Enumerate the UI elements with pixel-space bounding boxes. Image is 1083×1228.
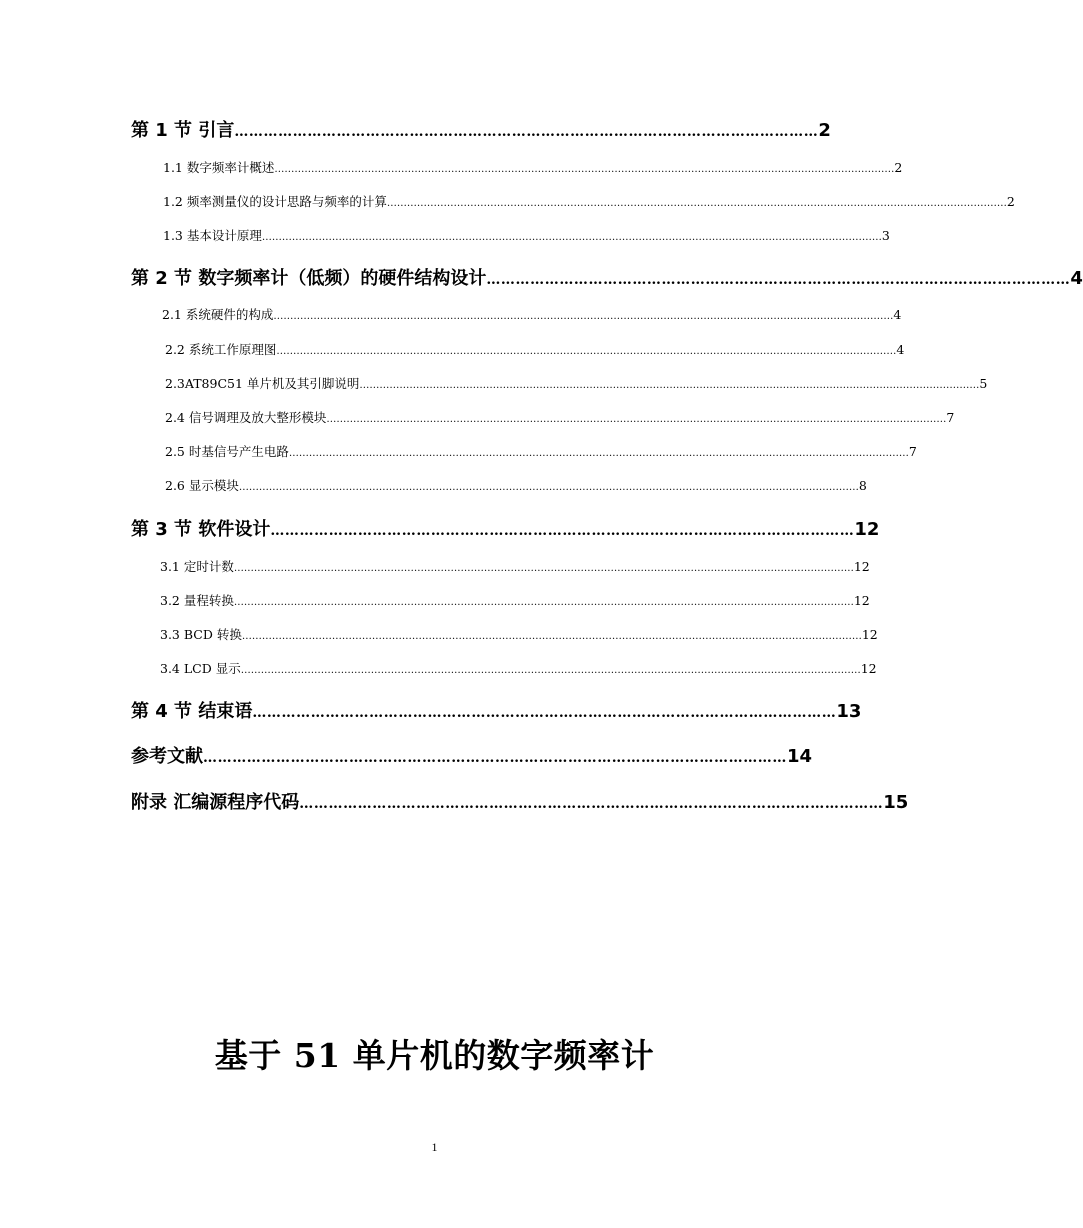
toc-entry-page: 12 (854, 519, 880, 540)
toc-leader-dots: …………………………………………………………………………………………………………………………………………………………………… (241, 631, 862, 642)
toc-entry-1-1 (163, 158, 903, 176)
toc-entry-page: 7 (908, 444, 917, 459)
toc-entry-2-1 (162, 305, 902, 323)
toc-leader-dots: ………………………………………………………………………………………………………… (299, 796, 884, 812)
toc-entry-chapter-3 (131, 515, 880, 541)
toc-leader-dots: …………………………………………………………………………………………………………………………………………………………………… (261, 232, 882, 243)
toc-leader-dots: ………………………………………………………………………………………………………… (234, 124, 819, 140)
toc-entry-3-1 (160, 557, 870, 575)
toc-entry-chapter-2 (131, 264, 1083, 290)
toc-entry-page: 2 (894, 160, 903, 175)
toc-leader-dots: …………………………………………………………………………………………………………………………………………………………………… (359, 380, 980, 391)
toc-entry-references (131, 742, 813, 768)
toc-entry-2-3 (165, 374, 988, 392)
toc-leader-dots: …………………………………………………………………………………………………………………………………………………………………… (288, 448, 909, 459)
toc-leader-dots: …………………………………………………………………………………………………………………………………………………………………… (276, 346, 897, 357)
toc-leader-dots: ………………………………………………………………………………………………………… (203, 750, 787, 766)
toc-entry-title: 3.3 BCD 转换 (160, 627, 242, 642)
toc-entry-2-4 (165, 408, 955, 426)
toc-entry-3-3 (160, 625, 878, 643)
toc-entry-page: 12 (853, 593, 870, 608)
toc-leader-dots: ………………………………………………………………………………………………………… (270, 523, 855, 539)
toc-leader-dots: …………………………………………………………………………………………………………………………………………………………………… (233, 563, 854, 574)
toc-entry-page: 15 (883, 792, 909, 813)
toc-entry-title: 第 1 节 引言 (131, 120, 235, 141)
toc-leader-dots: ………………………………………………………………………………………………………… (252, 705, 837, 721)
toc-entry-page: 3 (881, 228, 890, 243)
toc-entry-page: 14 (787, 746, 813, 767)
toc-entry-title: 2.1 系统硬件的构成 (162, 307, 274, 322)
toc-entry-title: 2.6 显示模块 (165, 478, 239, 493)
toc-entry-page: 7 (946, 410, 955, 425)
toc-entry-chapter-4 (131, 697, 862, 723)
toc-entry-chapter-1 (131, 116, 831, 142)
toc-entry-title: 2.2 系统工作原理图 (165, 342, 277, 357)
toc-entry-title: 参考文献 (131, 746, 203, 767)
toc-entry-title: 3.1 定时计数 (160, 559, 234, 574)
toc-entry-page: 2 (1006, 194, 1015, 209)
toc-entry-title: 附录 汇编源程序代码 (131, 792, 300, 813)
toc-entry-3-2 (160, 591, 870, 609)
toc-leader-dots: …………………………………………………………………………………………………………………………………………………………………… (233, 597, 854, 608)
toc-leader-dots: ………………………………………………………………………………………………………… (486, 272, 1071, 288)
toc-entry-2-5 (165, 442, 917, 460)
toc-leader-dots: …………………………………………………………………………………………………………………………………………………………………… (274, 164, 895, 175)
toc-entry-appendix (131, 788, 909, 814)
document-title: 基于 51 单片机的数字频率计 (214, 1036, 655, 1075)
page-number: 1 (431, 1140, 438, 1154)
toc-entry-1-3 (163, 226, 890, 244)
toc-entry-3-4 (160, 659, 877, 677)
toc-entry-page: 12 (860, 661, 877, 676)
toc-leader-dots: …………………………………………………………………………………………………………………………………………………………………… (273, 311, 894, 322)
toc-entry-title: 1.1 数字频率计概述 (163, 160, 275, 175)
toc-entry-title: 2.3AT89C51 单片机及其引脚说明 (165, 376, 360, 391)
toc-entry-page: 5 (979, 376, 988, 391)
toc-entry-title: 第 2 节 数字频率计（低频）的硬件结构设计 (131, 268, 487, 289)
toc-entry-title: 3.4 LCD 显示 (160, 661, 241, 676)
toc-entry-page: 12 (861, 627, 878, 642)
toc-leader-dots: …………………………………………………………………………………………………………………………………………………………………… (238, 482, 859, 493)
toc-entry-page: 8 (858, 478, 867, 493)
toc-entry-title: 1.3 基本设计原理 (163, 228, 262, 243)
toc-entry-2-6 (165, 476, 867, 494)
toc-entry-page: 12 (853, 559, 870, 574)
toc-entry-title: 2.4 信号调理及放大整形模块 (165, 410, 327, 425)
toc-entry-1-2 (163, 192, 1015, 210)
toc-entry-page: 4 (896, 342, 905, 357)
toc-entry-2-2 (165, 340, 905, 358)
toc-entry-title: 3.2 量程转换 (160, 593, 234, 608)
toc-leader-dots: …………………………………………………………………………………………………………………………………………………………………… (386, 198, 1007, 209)
toc-entry-title: 第 4 节 结束语 (131, 701, 253, 722)
toc-entry-page: 2 (818, 120, 831, 141)
toc-entry-title: 2.5 时基信号产生电路 (165, 444, 289, 459)
toc-entry-title: 第 3 节 软件设计 (131, 519, 271, 540)
toc-entry-title: 1.2 频率测量仪的设计思路与频率的计算 (163, 194, 387, 209)
toc-entry-page: 4 (893, 307, 902, 322)
toc-leader-dots: …………………………………………………………………………………………………………………………………………………………………… (326, 414, 947, 425)
toc-leader-dots: …………………………………………………………………………………………………………………………………………………………………… (240, 665, 861, 676)
toc-entry-page: 4 (1070, 268, 1083, 289)
toc-entry-page: 13 (836, 701, 862, 722)
